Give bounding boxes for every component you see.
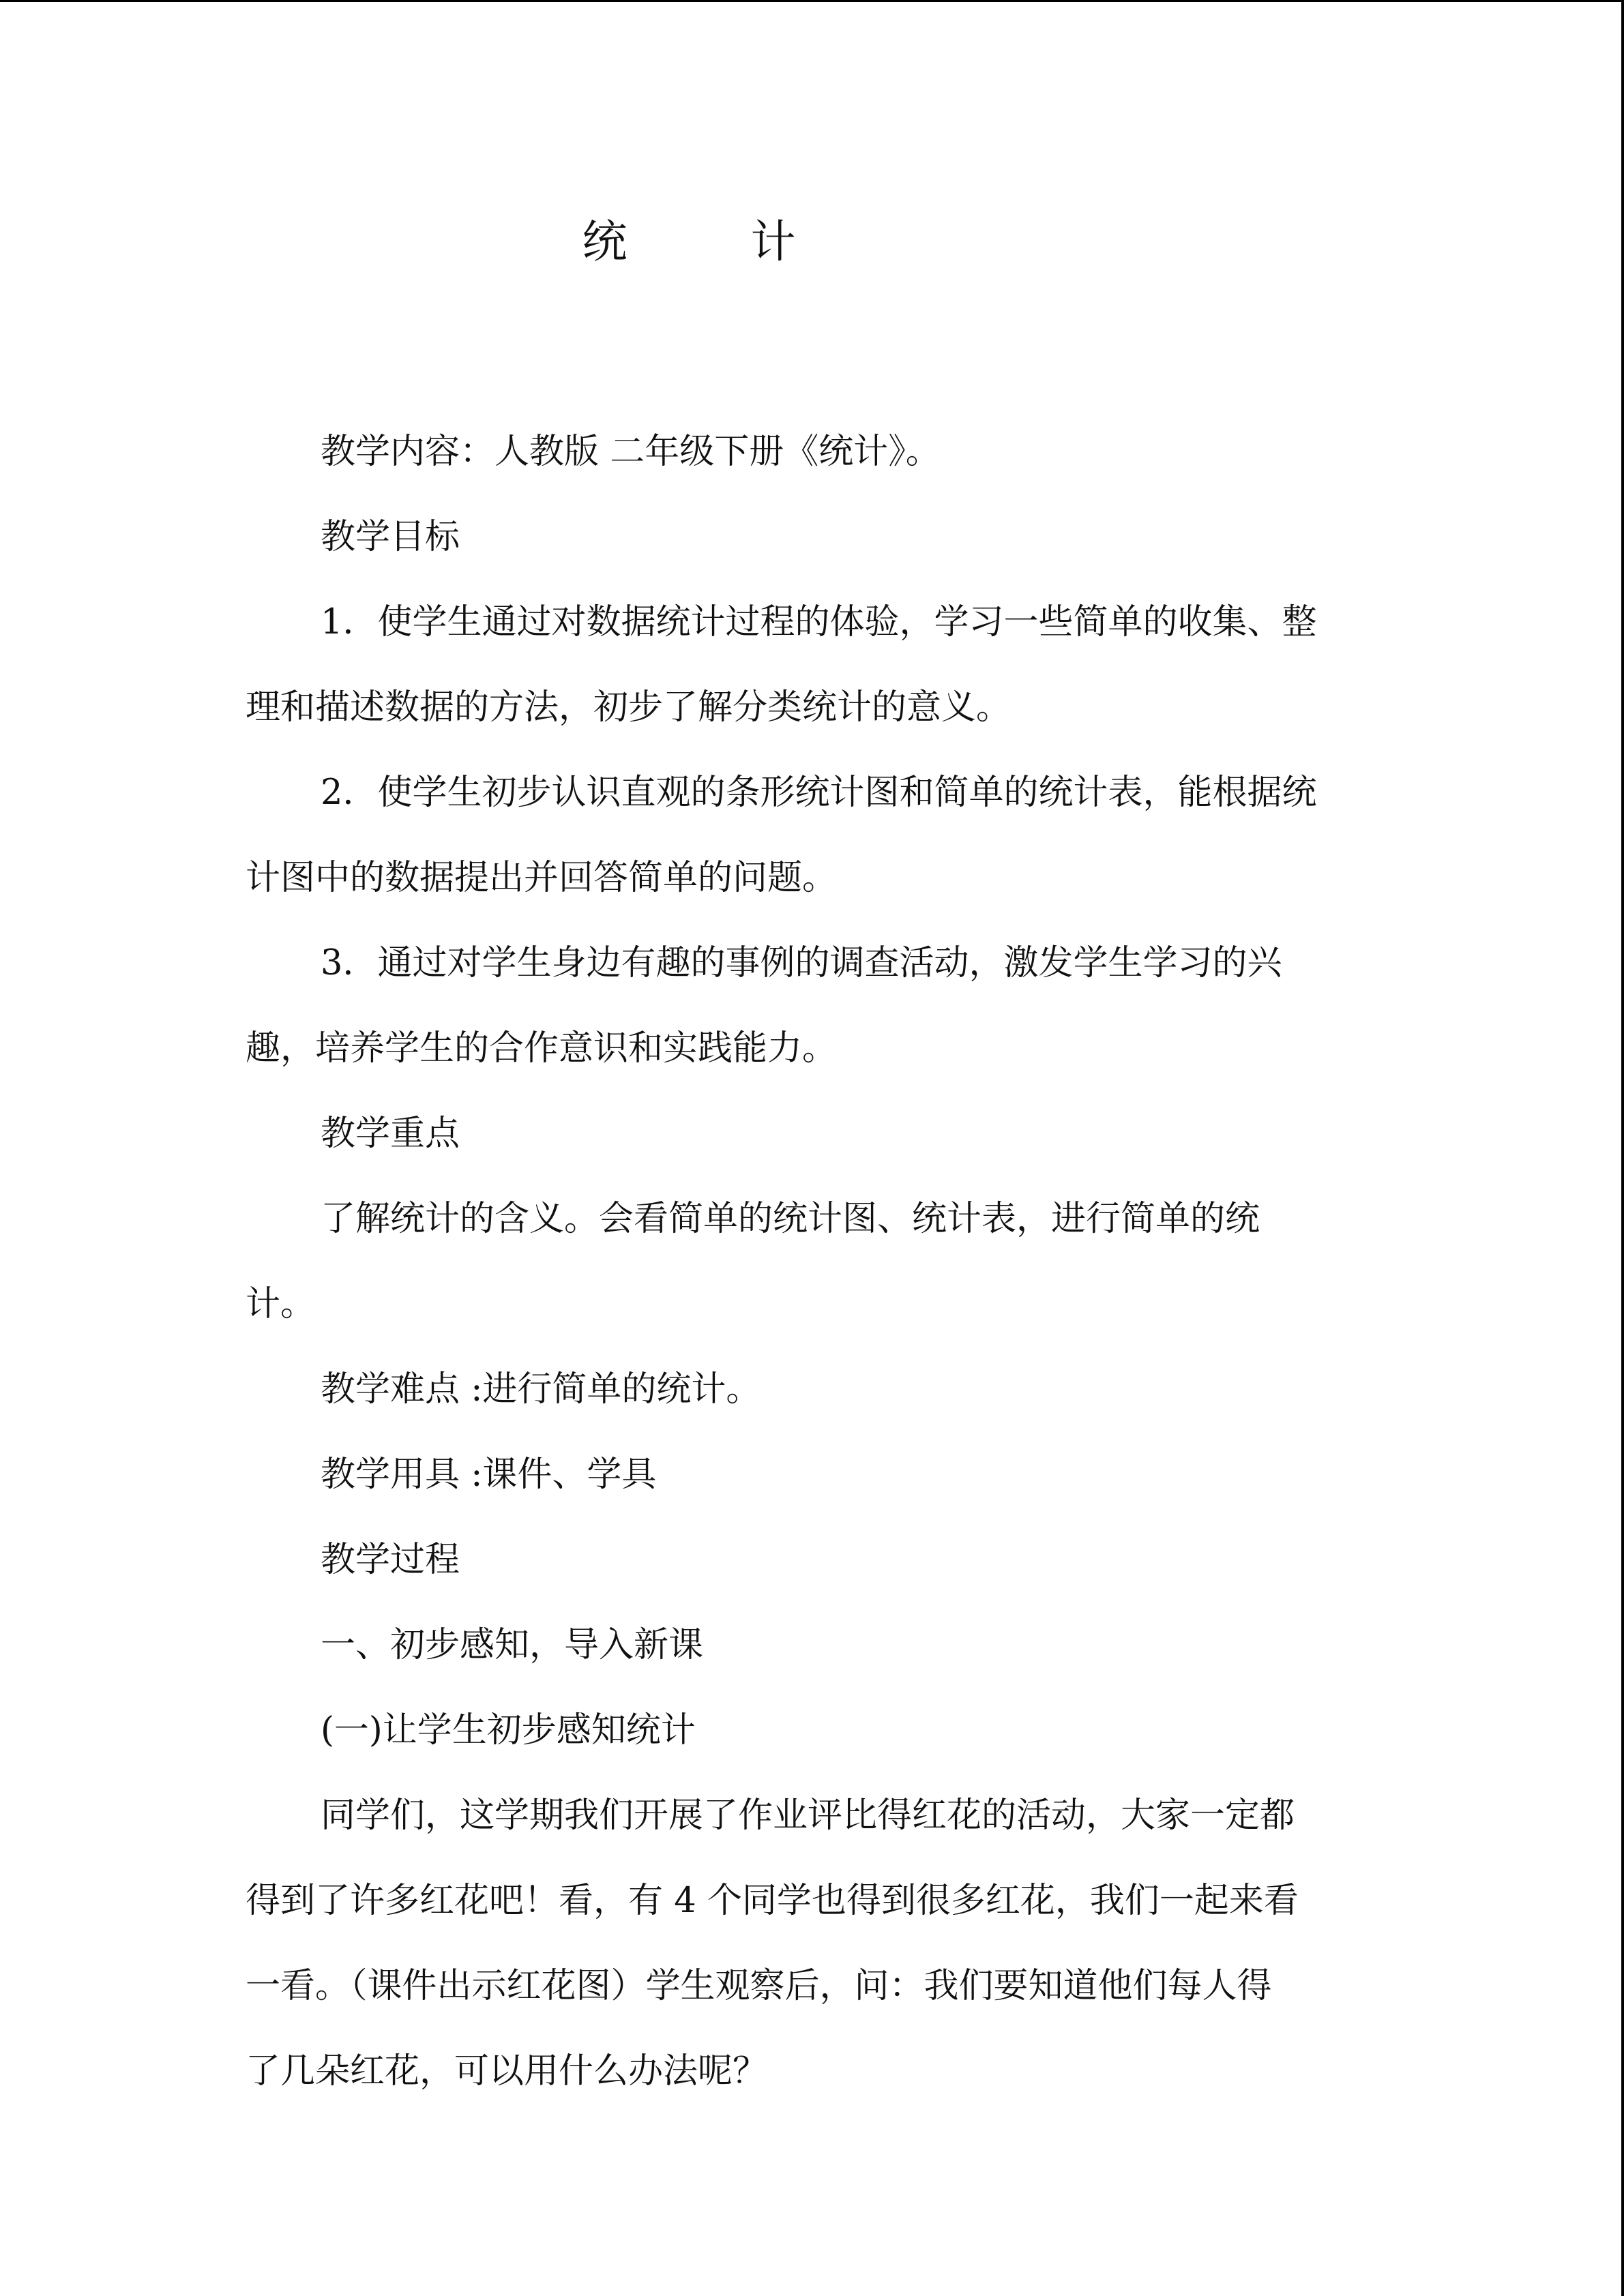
paragraph-line-3: 一看。（课件出示红花图）学生观察后，问：我们要知道他们每人得 [246,1966,1272,2006]
document-title: 统 计 [582,215,851,268]
objective-3-line-1: 3．通过对学生身边有趣的事例的调查活动，激发学生学习的兴 [321,943,1282,983]
paragraph-line-2: 得到了许多红花吧！看，有 4 个同学也得到很多红花，我们一起来看 [246,1881,1299,1921]
objective-2-line-1: 2．使学生初步认识直观的条形统计图和简单的统计表，能根据统 [321,773,1317,813]
objective-1-line-2: 理和描述数据的方法，初步了解分类统计的意义。 [246,687,1012,728]
key-points-line-2: 计。 [246,1284,316,1324]
heading-teaching-objectives: 教学目标 [321,517,460,557]
text-line-teaching-content: 教学内容：人教版 二年级下册《统计》。 [321,432,941,472]
heading-key-points: 教学重点 [321,1114,460,1154]
page-border-top [0,0,1624,2]
paragraph-line-1: 同学们，这学期我们开展了作业评比得红花的活动，大家一定都 [321,1795,1295,1836]
subsection-1-heading: (一)让学生初步感知统计 [321,1710,696,1750]
heading-teaching-process: 教学过程 [321,1540,460,1580]
difficult-points: 教学难点 :进行简单的统计。 [321,1369,761,1410]
objective-2-line-2: 计图中的数据提出并回答简单的问题。 [246,858,838,898]
objective-1-line-1: 1．使学生通过对数据统计过程的体验，学习一些简单的收集、整 [321,602,1317,642]
section-1-heading: 一、初步感知，导入新课 [321,1625,704,1665]
page-border-right [1621,0,1624,2296]
paragraph-line-4: 了几朵红花，可以用什么办法呢？ [246,2051,768,2091]
key-points-line-1: 了解统计的含义。会看简单的统计图、统计表，进行简单的统 [321,1199,1260,1239]
objective-3-line-2: 趣，培养学生的合作意识和实践能力。 [246,1028,838,1069]
teaching-tools: 教学用具 :课件、学具 [321,1455,657,1495]
